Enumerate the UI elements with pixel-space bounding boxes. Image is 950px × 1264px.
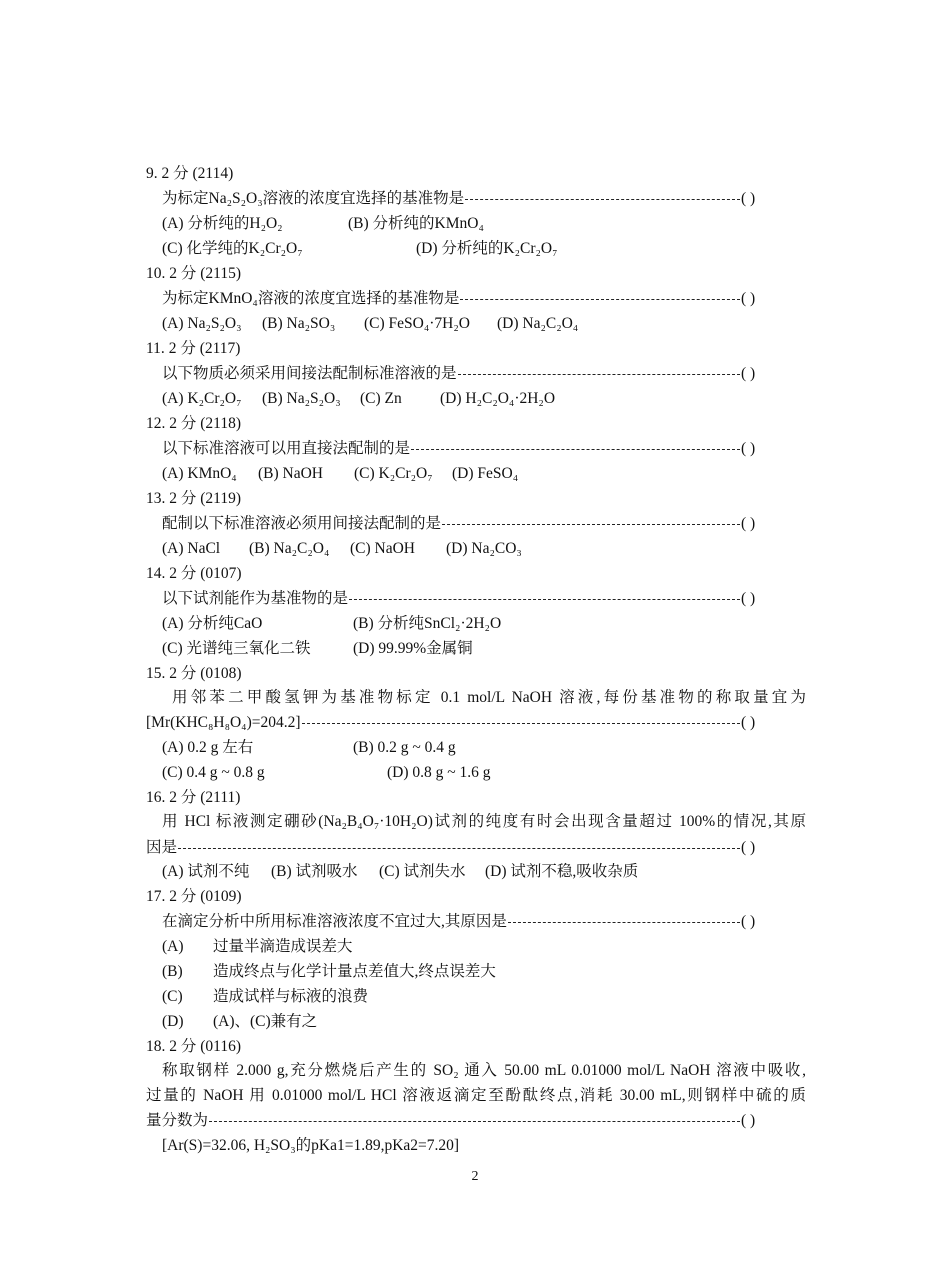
stem-text: 配制以下标准溶液必须用间接法配制的是 [162, 515, 442, 532]
answer-option: (C) 化学纯的K₂Cr₂O₇ [162, 240, 303, 257]
answer-option-key: (A) [162, 938, 184, 955]
answer-leader-dashes [178, 848, 740, 849]
answer-leader-dashes [302, 723, 740, 724]
answer-option: (C) 光谱纯三氧化二铁 [162, 640, 311, 657]
answer-option: (C) Zn [360, 390, 402, 407]
question-number: 9. [146, 165, 158, 182]
question-stem [162, 289, 741, 309]
answer-blank: ( ) [741, 913, 756, 930]
question-points: 2 分 (2115) [169, 265, 241, 282]
answer-option: (D) Na₂C₂O₄ [497, 315, 579, 332]
question-points: 2 分 (2119) [169, 490, 241, 507]
question-stem [146, 713, 741, 733]
question-stem [146, 838, 741, 858]
question-stem-line: 称取钢样 2.000 g,充分燃烧后产生的 SO₂ 通入 50.00 mL 0.01000 mol/L NaOH 溶液中吸收, [162, 1062, 806, 1079]
answer-option: (B) 0.2 g ~ 0.4 g [353, 739, 456, 756]
stem-text: 在滴定分析中所用标准溶液浓度不宜过大,其原因是 [162, 913, 507, 930]
answer-leader-dashes [442, 524, 740, 525]
question-points: 2 分 (0108) [169, 665, 242, 682]
question-header [146, 339, 240, 359]
question-number: 13. [146, 490, 166, 507]
answer-option: (A) K₂Cr₂O₇ [162, 390, 242, 407]
question-stem [162, 514, 741, 534]
answer-blank: ( ) [741, 714, 756, 731]
question-points: 2 分 (0116) [169, 1038, 241, 1055]
question-header [146, 414, 241, 434]
question-stem-line: 用 HCl 标液测定硼砂(Na₂B₄O₇·10H₂O)试剂的纯度有时会出现含量超过 100%的情况,其原 [162, 813, 806, 830]
answer-leader-dashes [458, 374, 740, 375]
answer-leader-dashes [460, 299, 740, 300]
stem-text: [Mr(KHC₈H₈O₄)=204.2] [146, 714, 301, 731]
answer-option: (A) NaCl [162, 540, 221, 557]
stem-text: 为标定KMnO₄溶液的浓度宜选择的基准物是 [162, 290, 460, 307]
answer-option: (D) Na₂CO₃ [446, 540, 522, 557]
answer-option: (A) 分析纯CaO [162, 615, 263, 632]
answer-option: (C) NaOH [350, 540, 415, 557]
stem-text: 因是 [146, 839, 178, 856]
question-points: 2 分 (0109) [169, 888, 242, 905]
stem-text: 以下物质必须采用间接法配制标准溶液的是 [162, 365, 457, 382]
question-stem [146, 1111, 741, 1131]
question-number: 14. [146, 565, 166, 582]
question-stem [162, 364, 741, 384]
answer-option-text: 造成终点与化学计量点差值大,终点误差大 [213, 963, 496, 980]
question-header [146, 489, 241, 509]
question-points: 2 分 (0107) [169, 565, 242, 582]
answer-option: (A) 0.2 g 左右 [162, 739, 254, 756]
answer-option: (A) Na₂S₂O₃ [162, 315, 242, 332]
question-stem [162, 189, 741, 209]
answer-option: (B) 试剂吸水 [271, 863, 358, 880]
question-points: 2 分 (2114) [161, 165, 234, 182]
answer-option-key: (B) [162, 963, 183, 980]
answer-option: (A) KMnO₄ [162, 465, 237, 482]
answer-option-key: (D) [162, 1013, 184, 1030]
answer-option: (D) 0.8 g ~ 1.6 g [387, 764, 491, 781]
answer-blank: ( ) [741, 290, 756, 307]
answer-option: (D) 分析纯的K₂Cr₂O₇ [416, 240, 558, 257]
answer-leader-dashes [465, 199, 740, 200]
answer-option: (D) 99.99%金属铜 [353, 640, 473, 657]
stem-text: 以下试剂能作为基准物的是 [162, 590, 349, 607]
answer-option: (D) 试剂不稳,吸收杂质 [485, 863, 639, 880]
question-header [146, 664, 242, 684]
question-number: 17. [146, 888, 166, 905]
stem-text: 以下标准溶液可以用直接法配制的是 [162, 440, 411, 457]
answer-blank: ( ) [741, 365, 756, 382]
answer-leader-dashes [349, 599, 740, 600]
answer-option-text: 造成试样与标液的浪费 [213, 988, 369, 1005]
answer-option: (B) Na₂S₂O₃ [262, 390, 341, 407]
question-note: [Ar(S)=32.06, H₂SO₃的pKa1=1.89,pKa2=7.20] [162, 1137, 460, 1154]
answer-option-text: (A)、(C)兼有之 [213, 1013, 318, 1030]
question-header [146, 164, 233, 184]
answer-option: (C) 0.4 g ~ 0.8 g [162, 764, 265, 781]
answer-blank: ( ) [741, 515, 756, 532]
question-number: 12. [146, 415, 166, 432]
answer-option: (B) Na₂C₂O₄ [249, 540, 330, 557]
answer-option: (D) H₂C₂O₄·2H₂O [440, 390, 556, 407]
question-header [146, 788, 240, 808]
question-header [146, 887, 242, 907]
answer-option: (A) 试剂不纯 [162, 863, 250, 880]
answer-option: (B) 分析纯SnCl₂·2H₂O [353, 615, 502, 632]
answer-blank: ( ) [741, 839, 756, 856]
stem-text: 为标定Na₂S₂O₃溶液的浓度宜选择的基准物是 [162, 190, 465, 207]
answer-option-key: (C) [162, 988, 183, 1005]
answer-blank: ( ) [741, 1112, 756, 1129]
question-points: 2 分 (2111) [169, 789, 241, 806]
question-number: 10. [146, 265, 166, 282]
question-number: 18. [146, 1038, 166, 1055]
question-points: 2 分 (2117) [168, 340, 241, 357]
question-stem [162, 439, 741, 459]
answer-option-text: 过量半滴造成误差大 [213, 938, 353, 955]
answer-leader-dashes [411, 449, 740, 450]
answer-blank: ( ) [741, 190, 756, 207]
question-header [146, 264, 241, 284]
answer-leader-dashes [508, 922, 740, 923]
question-number: 15. [146, 665, 166, 682]
question-number: 16. [146, 789, 166, 806]
question-header [146, 1037, 241, 1057]
question-number: 11. [146, 340, 165, 357]
answer-option: (B) 分析纯的KMnO₄ [348, 215, 484, 232]
question-stem [162, 912, 741, 932]
answer-option: (D) FeSO₄ [452, 465, 519, 482]
answer-option: (C) FeSO₄·7H₂O [364, 315, 470, 332]
question-stem-line: 过量的 NaOH 用 0.01000 mol/L HCl 溶液返滴定至酚酞终点,消耗 30.00 mL,则钢样中硫的质 [146, 1087, 806, 1104]
page-number: 2 [471, 1169, 479, 1184]
question-points: 2 分 (2118) [169, 415, 241, 432]
answer-blank: ( ) [741, 440, 756, 457]
stem-text: 量分数为 [146, 1112, 209, 1129]
answer-option: (A) 分析纯的H₂O₂ [162, 215, 283, 232]
answer-blank: ( ) [741, 590, 756, 607]
answer-option: (B) Na₂SO₃ [262, 315, 336, 332]
answer-option: (C) 试剂失水 [379, 863, 466, 880]
question-stem [162, 589, 741, 609]
answer-option: (C) K₂Cr₂O₇ [354, 465, 433, 482]
question-header [146, 564, 242, 584]
answer-leader-dashes [209, 1121, 740, 1122]
question-stem-line: 用邻苯二甲酸氢钾为基准物标定 0.1 mol/L NaOH 溶液,每份基准物的称取量宜为 [172, 689, 806, 706]
answer-option: (B) NaOH [258, 465, 323, 482]
